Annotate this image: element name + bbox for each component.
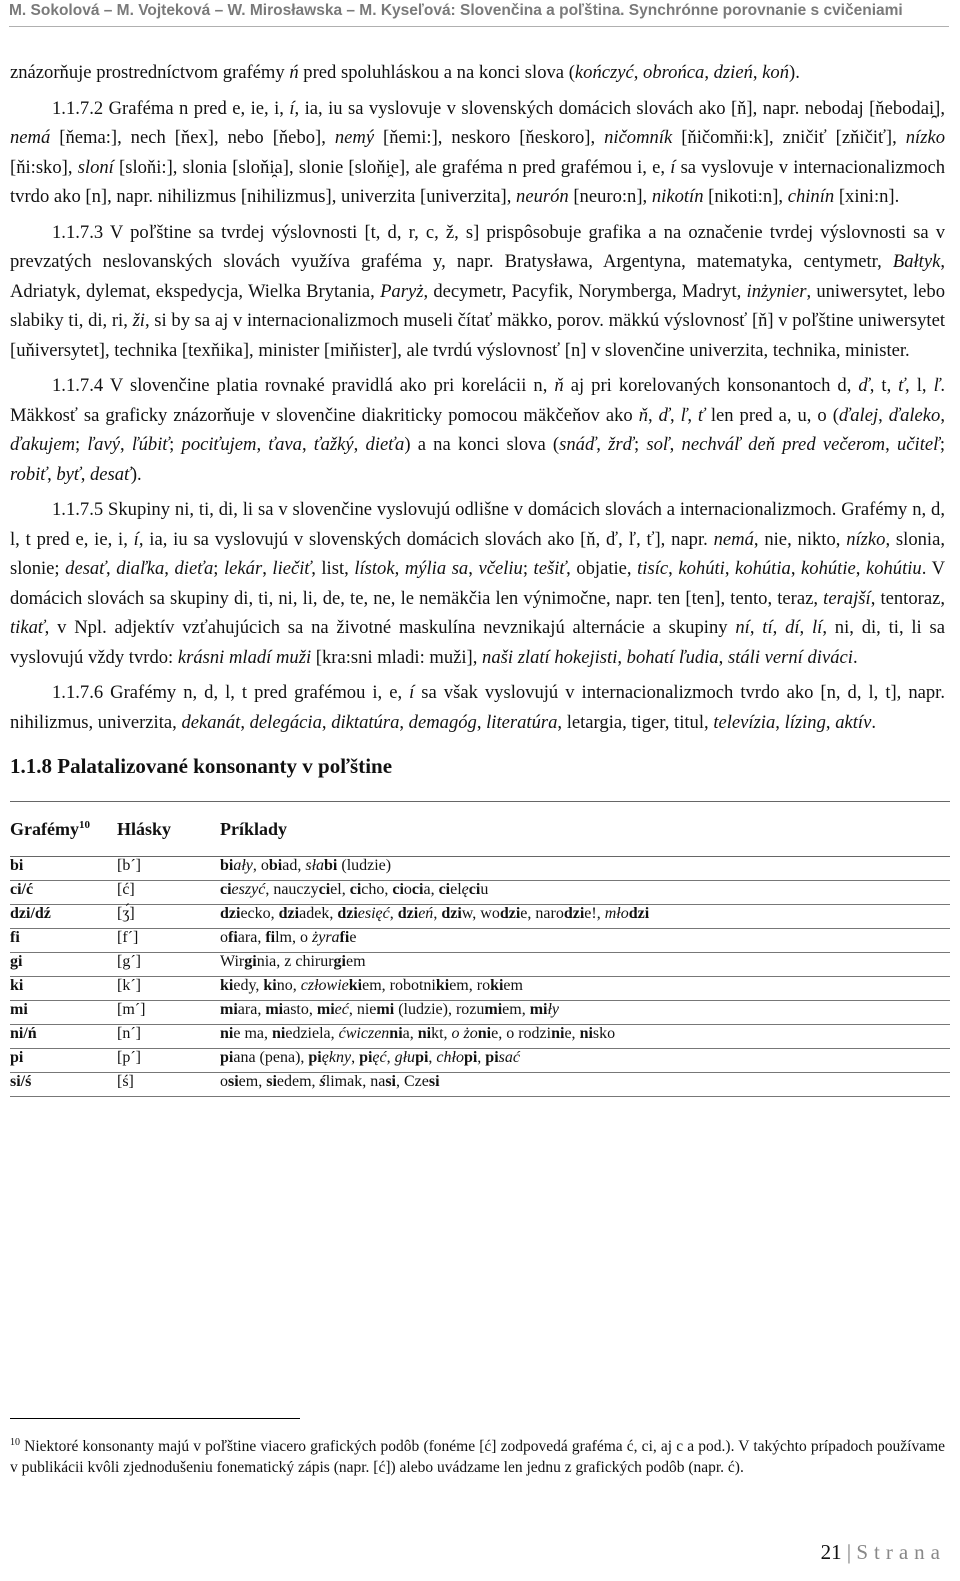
- grapheme-cell: pi: [10, 1049, 117, 1073]
- section-number: 1.1.7.2: [52, 97, 104, 119]
- grapheme-cell: ci/ć: [10, 881, 117, 905]
- sound-cell: [m´]: [117, 1001, 220, 1025]
- running-header: M. Sokolová – M. Vojteková – W. Mirosławska – M. Kyseľová: Slovenčina a poľština. Synchrónne porovnanie s cvičeniami: [9, 2, 903, 19]
- sound-cell: [n´]: [117, 1025, 220, 1049]
- page-number-word: Strana: [856, 1540, 946, 1564]
- grapheme-cell: ni/ń: [10, 1025, 117, 1049]
- sound-cell: [p´]: [117, 1049, 220, 1073]
- examples-cell: osiem, siedem, ślimak, nasi, Czesi: [220, 1073, 950, 1097]
- header-rule: [9, 26, 949, 27]
- table-row: [10, 905, 950, 929]
- section-number: 1.1.7.6: [52, 682, 104, 703]
- examples-cell: nie ma, niedziela, ćwiczennia, nikt, o żonie, o rodzinie, nisko: [220, 1025, 950, 1049]
- section-heading-1-1-8: 1.1.8 Palatalizované konsonanty v poľštine: [10, 754, 393, 778]
- page-number: [821, 1540, 946, 1565]
- column-header-examples: Príklady: [220, 802, 950, 857]
- palatalized-consonants-table: [10, 801, 950, 1097]
- paragraph-1-1-7-2: 1.1.7.2 Graféma n pred e, ie, i, í, ia, iu sa vyslovuje v slovenských domácich slovách ako [ň], napr. nebodaj [ňebodai̯], nemá [ňema:], nech [ňex], nebo [ňebo], nemý [ňemi:], neskoro [ňeskoro], ničomník [ňičomňi:k], zničiť [zňičiť], nízko [ňi:sko], sloní [sloňi:], slonia [sloňi̯a], slonie [sloňi̯e], ale graféma n pred grafémou i, e, í sa vyslovuje v internacionalizmoch tvrdo ako [n], napr. nihilizmus [nihilizmus], univerzita [univerzita], neurón [neuro:n], nikotín [nikoti:n], chinín [xini:n].: [10, 97, 946, 207]
- section-number: 1.1.7.5: [52, 499, 104, 520]
- table-row: [10, 953, 950, 977]
- table-row: [10, 977, 950, 1001]
- sound-cell: [ć]: [117, 881, 220, 905]
- grapheme-cell: bi: [10, 857, 117, 881]
- footnote-text: Niektoré konsonanty majú v poľštine viacero grafických podôb (fonéme [ć] zodpovedá graféma ć, ci, aj c a pod.). V takýchto prípadoch používame v publikácii kvôli zjednodušeniu fonematický zápis (napr. [ć]) alebo uvádzame len jednu z grafických podôb (napr. ć).: [10, 1438, 946, 1477]
- examples-cell: ofiara, film, o żyrafie: [220, 929, 950, 953]
- body-content: [10, 58, 945, 1097]
- grapheme-cell: mi: [10, 1001, 117, 1025]
- sound-cell: [ś]: [117, 1073, 220, 1097]
- table-row: [10, 1073, 950, 1097]
- sound-cell: [b´]: [117, 857, 220, 881]
- column-header-graphemes: Grafémy$^{10}$: [10, 802, 117, 857]
- table-row: [10, 929, 950, 953]
- section-number: 1.1.7.4: [52, 375, 104, 396]
- column-header-sounds: Hlásky: [117, 802, 220, 857]
- table-row: [10, 857, 950, 881]
- section-number: 1.1.7.3: [52, 221, 104, 243]
- grapheme-cell: si/ś: [10, 1073, 117, 1097]
- footnote-rule: [10, 1418, 300, 1419]
- grapheme-cell: gi: [10, 953, 117, 977]
- paragraph-1-1-7-4: 1.1.7.4 V slovenčine platia rovnaké pravidlá ako pri korelácii n, ň aj pri korelovaných konsonantoch d, ď, t, ť, l, ľ. Mäkkosť sa graficky znázorňuje v slovenčine diakriticky pomocou mäkčeňov ako ň, ď, ľ, ť len pred a, u, o (ďalej, ďaleko, ďakujem; ľavý, ľúbiť; pociťujem, ťava, ťažký, dieťa) a na konci slova (snáď, žrď; soľ, nechváľ deň pred večerom, učiteľ; robiť, byť, desať).: [10, 375, 946, 485]
- table-row: [10, 881, 950, 905]
- examples-cell: Wirginia, z chirurgiem: [220, 953, 950, 977]
- paragraph-1-1-7-5: 1.1.7.5 Skupiny ni, ti, di, li sa v slovenčine vyslovujú odlišne v domácich slovách a internacionalizmoch. Grafémy n, d, l, t pred e, ie, i, í, ia, iu sa vyslovujú v slovenských domácich slovách ako [ň, ď, ľ, ť], napr. nemá, nie, nikto, nízko, slonia, slonie; desať, diaľka, dieťa; lekár, liečiť, list, lístok, mýlia sa, včeliu; tešiť, objatie, tisíc, kohúti, kohútia, kohútie, kohútiu. V domácich slovách sa skupiny di, ti, ni, li, de, te, ne, le nemäkčia len výnimočne, napr. ten [ten], tento, teraz, terajší, tentoraz, tikať, v Npl. adjektív vzťahujúcich sa na životné maskulína nevznikajú alternácie a skupiny ní, tí, dí, lí, ni, di, ti, li sa vyslovujú vždy tvrdo: krásni mladí muži [kra:sni mladi: muži], naši zlatí hokejisti, bohatí ľudia, stáli verní diváci.: [10, 499, 946, 668]
- examples-cell: kiedy, kino, człowiekiem, robotnikiem, rokiem: [220, 977, 950, 1001]
- examples-cell: biały, obiad, słabi (ludzie): [220, 857, 950, 881]
- table-row: [10, 1049, 950, 1073]
- grapheme-cell: dzi/dź: [10, 905, 117, 929]
- grapheme-cell: ki: [10, 977, 117, 1001]
- sound-cell: [k´]: [117, 977, 220, 1001]
- footnote-number: 10: [10, 1437, 20, 1448]
- paragraph-1-1-7-3: 1.1.7.3 V poľštine sa tvrdej výslovnosti [t, d, r, c, ž, s] prispôsobuje grafika a na označenie tvrdej výslovnosti sa v prevzatých neslovanských slovách využíva graféma y, napr. Bratysława, Argentyna, matematyka, centymetr, Bałtyk, Adriatyk, dylemat, ekspedycja, Wielka Brytania, Paryż, decymetr, Pacyfik, Norymberga, Madryt, inżynier, uniwersytet, lebo slabiky ti, di, ri, ži, si by sa aj v internacionalizmoch museli čítať mäkko, porov. mäkkú výslovnosť [ň] v poľštine uniwersytet [uňiversytet], technika [texňika], minister [miňister], ale tvrdú výslovnosť [n] v slovenčine univerzita, technika, minister.: [10, 221, 945, 361]
- page-number-separator: |: [846, 1540, 852, 1564]
- examples-cell: piana (pena), piękny, pięć, głupi, chłopi, pisać: [220, 1049, 950, 1073]
- examples-cell: cieszyć, nauczyciel, cicho, ciocia, cielęciu: [220, 881, 950, 905]
- sound-cell: [g´]: [117, 953, 220, 977]
- table-row: [10, 1001, 950, 1025]
- table-row: [10, 1025, 950, 1049]
- footnote-ref: 10: [78, 818, 90, 831]
- examples-cell: miara, miasto, mieć, niemi (ludzie), rozumiem, miły: [220, 1001, 950, 1025]
- sound-cell: [f´]: [117, 929, 220, 953]
- sound-cell: [ʒ́]: [117, 905, 220, 929]
- table-header-row: [10, 802, 950, 857]
- examples-cell: dziecko, dziadek, dziesięć, dzień, dziw, wodzie, narodzie!, młodzi: [220, 905, 950, 929]
- footnote: [10, 1432, 945, 1478]
- paragraph-continuation: znázorňuje prostredníctvom grafémy ń pred spoluhláskou a na konci slova (kończyć, obrońca, dzień, koń).: [10, 62, 800, 83]
- page-number-value: 21: [820, 1540, 842, 1564]
- paragraph-1-1-7-6: 1.1.7.6 Grafémy n, d, l, t pred grafémou i, e, í sa však vyslovujú v internacionalizmoch tvrdo ako [n, d, l, t], napr. nihilizmus, univerzita, dekanát, delegácia, diktatúra, demagóg, literatúra, letargia, tiger, titul, televízia, lízing, aktív.: [10, 682, 945, 733]
- grapheme-cell: fi: [10, 929, 117, 953]
